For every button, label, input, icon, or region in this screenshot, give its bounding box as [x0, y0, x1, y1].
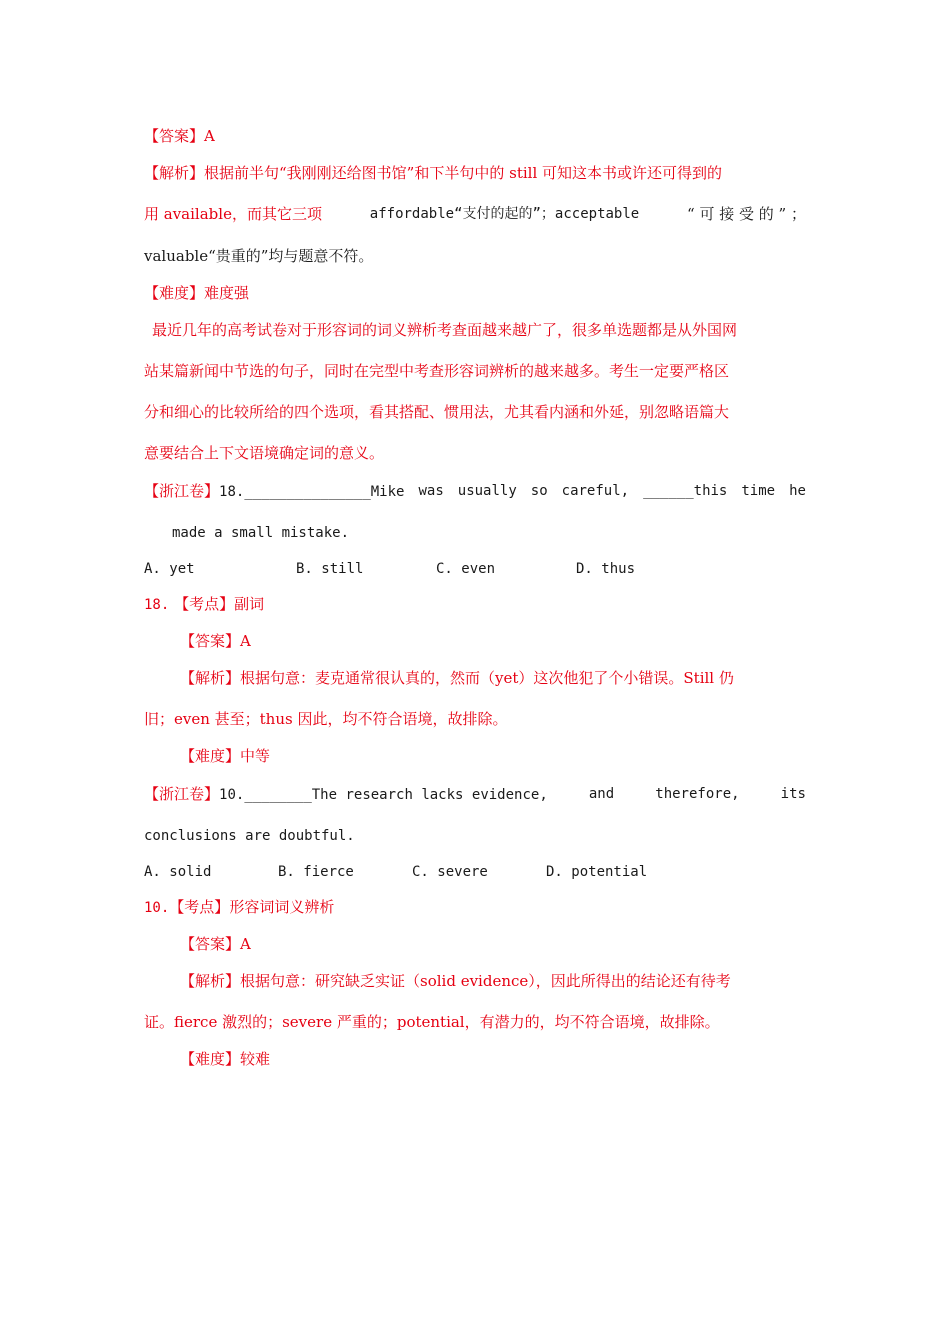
- difficulty-line-18: [180, 745, 270, 767]
- comment-line-4: [144, 442, 384, 464]
- question-word: _______________Mike: [244, 484, 405, 500]
- analysis-tag: 【解析】: [180, 669, 241, 687]
- question-18-options: [144, 558, 635, 580]
- question-text-2: made a small mistake.: [172, 525, 350, 541]
- option-d: D. thus: [576, 561, 636, 577]
- option-c: C. severe: [412, 864, 488, 880]
- answer-tag: 【答案】: [180, 935, 241, 953]
- option-a: A. solid: [144, 864, 212, 880]
- question-number: 18.: [219, 484, 245, 500]
- option-a: A. yet: [144, 561, 195, 577]
- analysis-tag: 【解析】: [180, 972, 241, 990]
- option-b: B. fierce: [278, 864, 354, 880]
- difficulty-value: 难度强: [204, 284, 250, 302]
- question-word: usually: [457, 483, 517, 499]
- question-word: so: [530, 483, 548, 499]
- difficulty-line-10: [180, 1048, 270, 1070]
- point-tag: 【考点】: [169, 898, 230, 916]
- difficulty-line: [144, 282, 249, 304]
- analysis-text: 根据句意：麦克通常很认真的，然而（yet）这次他犯了个小错误。Still 仍: [240, 669, 734, 687]
- comment-line-2: [144, 360, 729, 382]
- question-10-line-1: [144, 783, 806, 806]
- answer-value: A: [240, 632, 251, 650]
- answer-line: [144, 125, 215, 147]
- analysis-line-1: [144, 162, 722, 184]
- point-number: 18.: [144, 597, 170, 613]
- analysis-line-10-1: [180, 970, 731, 992]
- comment-line-1: [152, 319, 737, 341]
- question-word: its: [780, 786, 806, 802]
- question-word: was: [418, 483, 444, 499]
- analysis-line-2: [144, 203, 806, 225]
- point-number: 10.: [144, 900, 170, 916]
- analysis-text-1: 根据前半句“我刚刚还给图书馆”和下半句中的 still 可知这本书或许还可得到的: [204, 164, 723, 182]
- point-tag: 【考点】: [174, 595, 235, 613]
- question-10-line-2: [144, 825, 355, 847]
- answer-value: A: [204, 127, 215, 145]
- question-18-line-2: [172, 522, 349, 544]
- question-word: ________The research lacks evidence,: [244, 787, 548, 803]
- analysis-line-18-2: [144, 708, 507, 730]
- answer-line-10: [180, 933, 251, 955]
- source-tag: 【浙江卷】: [144, 785, 220, 803]
- analysis-tag: 【解析】: [144, 164, 205, 182]
- analysis-line-3: [144, 245, 373, 267]
- answer-tag: 【答案】: [180, 632, 241, 650]
- difficulty-tag: 【难度】: [180, 747, 241, 765]
- answer-tag: 【答案】: [144, 127, 205, 145]
- analysis-text: 证。fierce 激烈的；severe 严重的；potential，有潜力的，均不符合语境，故排除。: [144, 1013, 720, 1031]
- question-word: ______this: [643, 483, 728, 499]
- question-word: therefore,: [655, 786, 740, 802]
- point-value: 形容词词义辨析: [229, 898, 335, 916]
- question-number: 10.: [219, 787, 245, 803]
- comment-line-3: [144, 401, 729, 423]
- comment-text-3: 分和细心的比较所给的四个选项，看其搭配、惯用法，尤其看内涵和外延，别忽略语篇大: [144, 403, 730, 421]
- comment-text-2: 站某篇新闻中节选的句子，同时在完型中考查形容词辨析的越来越多。考生一定要严格区: [144, 362, 730, 380]
- difficulty-value: 较难: [240, 1050, 271, 1068]
- option-c: C. even: [436, 561, 496, 577]
- difficulty-tag: 【难度】: [144, 284, 205, 302]
- comment-text-1: 最近几年的高考试卷对于形容词的词义辨析考查面越来越广了，很多单选题都是从外国网: [152, 321, 738, 339]
- answer-value: A: [240, 935, 251, 953]
- point-value: 副词: [234, 595, 265, 613]
- analysis-line-10-2: [144, 1011, 720, 1033]
- analysis-line-18-1: [180, 667, 734, 689]
- analysis-text-2c: “ 可 接 受 的 ” ；: [687, 205, 806, 223]
- question-18-line-1: [144, 480, 806, 503]
- comment-text-4: 意要结合上下文语境确定词的意义。: [144, 444, 385, 462]
- difficulty-tag: 【难度】: [180, 1050, 241, 1068]
- question-word: time: [741, 483, 776, 499]
- question-text-2: conclusions are doubtful.: [144, 828, 355, 844]
- point-line-10: [144, 896, 334, 919]
- question-word: he: [789, 483, 806, 499]
- option-b: B. still: [296, 561, 364, 577]
- analysis-text-2b: affordable“支付的起的”；acceptable: [369, 206, 640, 222]
- analysis-text-3: valuable“贵重的”均与题意不符。: [144, 247, 374, 265]
- analysis-text: 根据句意：研究缺乏实证（solid evidence），因此所得出的结论还有待考: [240, 972, 731, 990]
- analysis-text: 旧；even 甚至；thus 因此，均不符合语境，故排除。: [144, 710, 508, 728]
- question-10-options: [144, 861, 647, 883]
- question-word: and: [588, 786, 615, 802]
- point-line-18: [144, 593, 264, 616]
- difficulty-value: 中等: [240, 747, 271, 765]
- question-word: careful,: [561, 483, 630, 499]
- option-d: D. potential: [546, 864, 648, 880]
- analysis-text-2a: 用 available，而其它三项: [144, 205, 322, 223]
- answer-line-18: [180, 630, 251, 652]
- source-tag: 【浙江卷】: [144, 482, 220, 500]
